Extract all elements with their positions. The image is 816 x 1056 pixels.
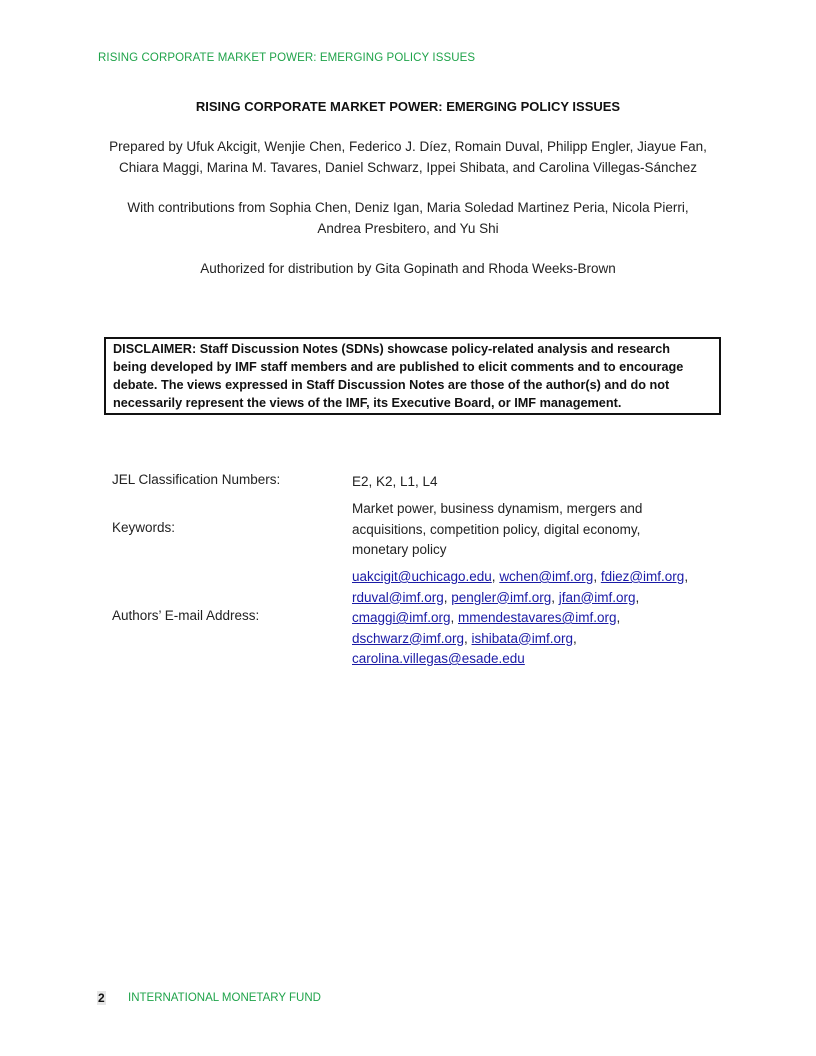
footer-organization: INTERNATIONAL MONETARY FUND: [128, 992, 321, 1004]
email-link[interactable]: pengler@imf.org: [451, 589, 552, 605]
email-line: dschwarz@imf.org, ishibata@imf.org,: [352, 630, 577, 646]
disclaimer-line: debate. The views expressed in Staff Discussion Notes are those of the author(s) and do not: [113, 378, 670, 392]
email-link[interactable]: dschwarz@imf.org: [352, 630, 464, 646]
prepared-by-line: Prepared by Ufuk Akcigit, Wenjie Chen, Federico J. Díez, Romain Duval, Philipp Engler, Jiayue Fan,: [109, 139, 707, 154]
prepared-by: [90, 136, 726, 178]
disclaimer-line: DISCLAIMER: Staff Discussion Notes (SDNs) showcase policy-related analysis and research: [113, 342, 671, 356]
keywords-label: Keywords:: [112, 520, 176, 535]
email-link[interactable]: fdiez@imf.org: [600, 569, 685, 584]
disclaimer-line: being developed by IMF staff members and are published to elicit comments and to encourage: [113, 360, 684, 374]
email-link[interactable]: rduval@imf.org: [352, 589, 444, 605]
email-label: Authors’ E-mail Address:: [112, 608, 260, 623]
email-link[interactable]: mmendestavares@imf.org: [458, 610, 617, 625]
email-link[interactable]: jfan@imf.org: [558, 589, 636, 605]
email-link[interactable]: cmaggi@imf.org: [352, 610, 451, 625]
keywords-line: acquisitions, competition policy, digital economy,: [352, 521, 641, 537]
jel-value: E2, K2, L1, L4: [352, 474, 438, 489]
email-link[interactable]: carolina.villegas@esade.edu: [352, 651, 525, 666]
contributions-line: With contributions from Sophia Chen, Deniz Igan, Maria Soledad Martinez Peria, Nicola Pierri,: [127, 200, 689, 215]
email-link[interactable]: uakcigit@uchicago.edu: [352, 569, 492, 584]
prepared-by-line: Chiara Maggi, Marina M. Tavares, Daniel Schwarz, Ippei Shibata, and Carolina Villegas-Sánchez: [118, 160, 698, 175]
keywords-line: Market power, business dynamism, mergers and: [352, 501, 643, 516]
contributions-line: Andrea Presbitero, and Yu Shi: [317, 221, 499, 236]
email-line: rduval@imf.org, pengler@imf.org, jfan@imf.org,: [352, 589, 640, 605]
email-list: [352, 567, 712, 670]
email-link[interactable]: ishibata@imf.org: [471, 630, 573, 646]
email-line: [352, 649, 712, 670]
jel-label: JEL Classification Numbers:: [112, 472, 281, 487]
running-header-title: RISING CORPORATE MARKET POWER: EMERGING POLICY ISSUES: [98, 52, 476, 64]
page-number: 2: [98, 991, 105, 1005]
disclaimer-box: [104, 337, 721, 415]
contributions: [90, 197, 726, 239]
document-title: RISING CORPORATE MARKET POWER: EMERGING POLICY ISSUES: [195, 99, 621, 114]
email-line: uakcigit@uchicago.edu, wchen@imf.org, fdiez@imf.org,: [352, 569, 689, 584]
disclaimer-line: necessarily represent the views of the IMF, its Executive Board, or IMF management.: [113, 396, 622, 410]
keywords-line: monetary policy: [352, 542, 447, 557]
email-link[interactable]: wchen@imf.org: [499, 569, 594, 584]
email-line: cmaggi@imf.org, mmendestavares@imf.org,: [352, 610, 621, 625]
keywords-value: [352, 499, 712, 561]
authorized-by: Authorized for distribution by Gita Gopinath and Rhoda Weeks-Brown: [200, 261, 616, 276]
